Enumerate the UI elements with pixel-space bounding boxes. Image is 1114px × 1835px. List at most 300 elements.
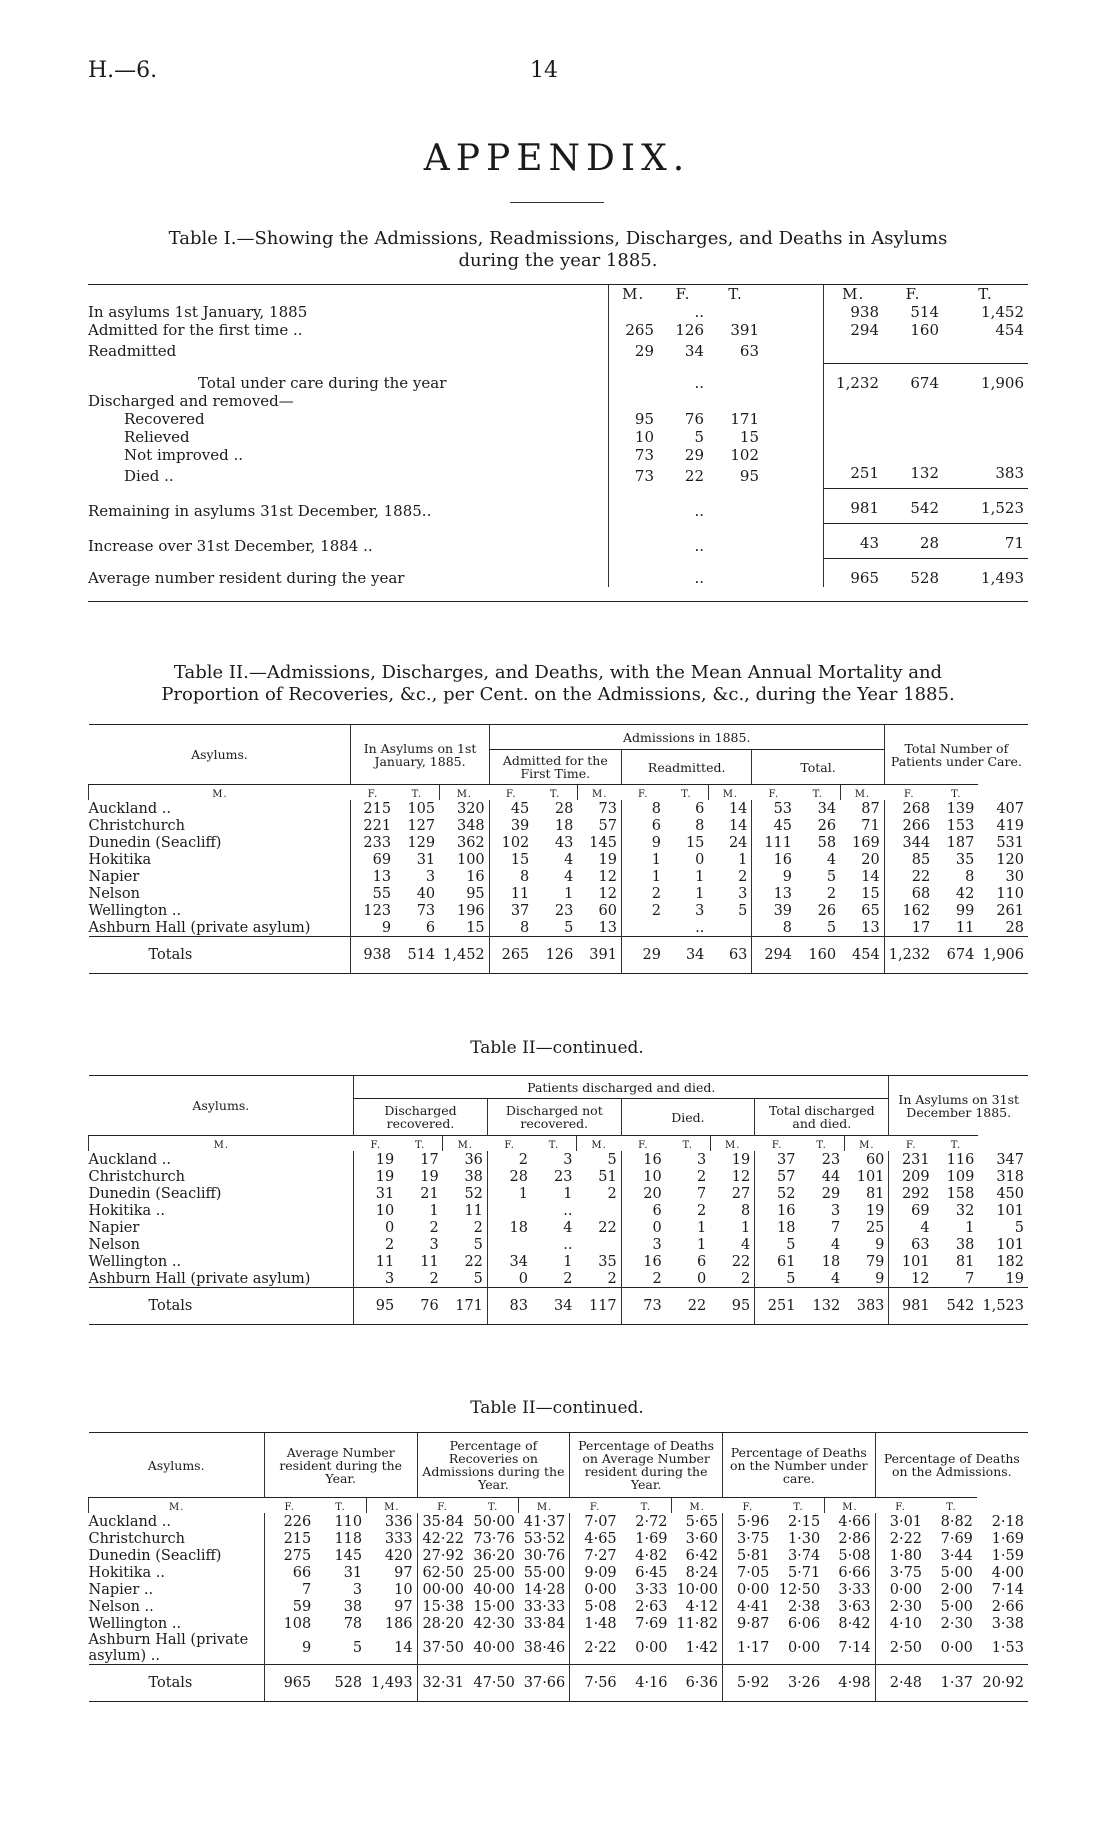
mft-label: M. [519,1498,570,1514]
t1-cell-f2: 28 [883,524,943,559]
value-cell: 10·00 [676,1581,718,1598]
value-cell: 6·06 [787,1615,821,1632]
t1-cell-t2 [943,428,1028,446]
value-cell: 14 [861,868,880,885]
value-cell: 40·00 [473,1581,515,1598]
mft-label: F. [884,785,934,801]
value-cell: 5 [352,1640,363,1656]
value-cell: 12·50 [778,1581,821,1598]
value-cell: 9 [875,1236,885,1253]
table4-header-row [89,1433,1029,1498]
t1-cell-m [608,392,658,410]
value-cell: 58 [817,834,837,851]
value-cell: 3 [696,1151,707,1168]
mft-label: T. [934,1136,979,1152]
value-cell: 450 [996,1185,1024,1202]
t1-cell-t: 15 [739,428,759,446]
totals-cell: 1,452 [439,937,489,974]
value-cell: 19 [731,1151,751,1168]
totals-cell: 4·98 [824,1665,875,1702]
value-cell: 2·86 [838,1530,871,1547]
value-cell: 38 [343,1598,363,1615]
t1-cell-t2 [943,392,1028,410]
mft-label: F. [487,1136,532,1152]
value-cell: 4·12 [685,1598,718,1615]
value-cell: 20 [621,1185,666,1202]
t1-cell-t: 102 [730,446,759,464]
value-cell: 8·82 [940,1513,973,1530]
value-cell: 19 [865,1202,885,1219]
table1-row [88,410,1028,428]
mft-label: T. [532,1136,577,1152]
mft-label: F. [621,1136,666,1152]
value-cell: 14 [394,1640,413,1656]
value-cell: 320 [456,800,485,817]
value-cell: 5 [826,919,837,936]
totals-cell: 117 [576,1288,621,1325]
mft-label: F. [354,1136,399,1152]
totals-label: Totals [89,1665,265,1702]
value-cell: 95 [466,885,485,902]
t1-cell-f: .. [694,303,704,321]
value-cell: 25 [865,1219,885,1236]
value-cell: 2·50 [875,1632,926,1665]
value-cell: 8 [695,817,705,834]
value-cell: 34 [817,800,837,817]
t1-cell-t [708,559,763,588]
value-cell: 11 [489,885,533,902]
value-cell: 13 [598,919,617,936]
t1-row-label: Discharged and removed— [88,392,294,410]
value-cell: 145 [589,834,617,851]
value-cell: 41·37 [523,1513,566,1530]
t1-cell-m2: 294 [823,321,883,339]
value-cell: 22 [884,868,934,885]
value-cell: 19 [354,1151,399,1168]
value-cell: 14·28 [523,1581,566,1598]
value-cell: 1 [621,868,664,885]
t1-cell-t2: 1,906 [981,374,1024,392]
totals-cell: 47·50 [468,1665,519,1702]
table-row [89,817,1029,834]
in-asylums-dec-header: In Asylums on 31st December 1885. [889,1076,1028,1136]
t1-cell-m2 [823,446,883,464]
value-cell: 16 [621,1253,666,1270]
value-cell: 0·00 [722,1581,773,1598]
asylum-name: Auckland .. [88,1151,171,1168]
value-cell: 3·74 [787,1547,821,1564]
t1-row-label: Total under care during the year [198,373,447,392]
totals-cell: 4·16 [621,1665,672,1702]
value-cell: 120 [996,851,1024,868]
value-cell: 15 [466,919,485,936]
value-cell: 36·20 [473,1547,515,1564]
t1-cell-f: .. [694,537,704,555]
t1-gap [763,339,823,364]
value-cell: 2 [621,885,664,902]
t1-row-label: Remaining in asylums 31st December, 1885.. [88,502,432,520]
value-cell: 21 [420,1185,439,1202]
t1-cell-f: .. [694,502,704,520]
value-cell: 19 [420,1168,439,1185]
value-cell: 7·69 [635,1615,668,1632]
table-row [89,1202,1029,1219]
value-cell: 0 [621,1219,666,1236]
value-cell [576,1202,621,1219]
value-cell: 4·41 [722,1598,773,1615]
value-cell: 79 [865,1253,885,1270]
table3-caption: Table II—continued. [470,1038,644,1058]
mft-label: F. [889,1136,934,1152]
totals-cell: 63 [708,937,751,974]
value-cell: 4 [830,1236,841,1253]
value-cell: 11 [955,919,975,936]
t1-cell-f: 29 [684,446,704,464]
totals-cell: 160 [796,937,840,974]
value-cell: 2 [607,1270,617,1287]
table1-row [88,364,1028,393]
table1-row [88,392,1028,410]
table-row [89,1581,1029,1598]
average-resident-header: Average Number resident during the Year. [264,1433,417,1498]
value-cell: 7·27 [570,1547,621,1564]
table1-row [88,303,1028,321]
value-cell: 9·09 [570,1564,621,1581]
value-cell: 1 [563,1253,573,1270]
value-cell: 162 [884,902,934,919]
value-cell: 129 [407,834,436,851]
discharged-not-recovered-header: Discharged not recovered. [487,1099,621,1136]
value-cell: 18 [755,1219,800,1236]
t1-cell-t [708,489,763,524]
totals-cell: 965 [264,1665,315,1702]
value-cell: 78 [343,1615,363,1632]
mft-label: F. [755,1136,800,1152]
t1-gap [763,321,823,339]
value-cell: 4 [564,868,574,885]
value-cell: 50·00 [473,1513,515,1530]
table1-caption-line2: during the year 1885. [458,250,658,271]
value-cell: 5·81 [722,1547,773,1564]
totals-cell: 528 [315,1665,366,1702]
totals-row [89,1288,1029,1325]
value-cell: 38 [955,1236,975,1253]
mft-label: T. [468,1498,519,1514]
value-cell: 3·75 [722,1530,773,1547]
value-cell: 3·63 [838,1598,871,1615]
t1-row-label: In asylums 1st January, 1885 [88,303,308,321]
value-cell: 1·59 [991,1547,1024,1564]
t1-cell-f: 22 [684,467,704,486]
value-cell: 101 [996,1236,1024,1253]
value-cell: 73·76 [473,1530,515,1547]
value-cell: 4·65 [570,1530,621,1547]
value-cell: 100 [456,851,485,868]
value-cell: 169 [852,834,880,851]
value-cell: 8 [741,1202,751,1219]
t1-header-blank [88,285,608,304]
t1-cell-t [708,364,763,393]
value-cell: 110 [334,1513,363,1530]
value-cell: 28 [487,1168,532,1185]
t1-cell-t2: 383 [943,464,1028,489]
table-row [89,1598,1029,1615]
value-cell: 2 [621,902,664,919]
value-cell: 37 [489,902,533,919]
value-cell: 7·69 [940,1530,973,1547]
value-cell: 0·00 [787,1640,821,1656]
value-cell: 0·00 [635,1640,668,1656]
value-cell: 2 [696,1202,707,1219]
value-cell: 531 [996,834,1024,851]
asylum-name: Christchurch [88,817,185,834]
value-cell: 38 [464,1168,483,1185]
mft-label: M. [366,1498,417,1514]
pct-deaths-admissions-header: Percentage of Deaths on the Admissions. [875,1433,1028,1498]
value-cell: 8 [965,868,975,885]
t1-cell-m: 95 [608,410,658,428]
value-cell: 5 [755,1270,800,1288]
table-row [89,851,1029,868]
value-cell: 8 [489,919,533,937]
totals-cell: 76 [398,1288,443,1325]
value-cell: 1·69 [991,1530,1024,1547]
value-cell: 13 [861,919,880,936]
totals-cell: 5·92 [722,1665,773,1702]
page-title: APPENDIX. [423,138,691,179]
value-cell: 2 [826,885,837,902]
value-cell: 28 [1005,919,1024,936]
value-cell: 3·60 [685,1530,718,1547]
table1 [88,284,1028,602]
value-cell: 336 [384,1513,413,1530]
t1-cell-m2 [823,428,883,446]
value-cell: 221 [351,817,395,834]
totals-cell: 132 [799,1288,844,1325]
mft-label: T. [666,1136,711,1152]
value-cell: 40 [416,885,436,902]
totals-cell: 171 [443,1288,488,1325]
value-cell: 33·33 [523,1598,566,1615]
value-cell: 1·53 [991,1640,1024,1656]
value-cell: 2 [429,1219,439,1236]
value-cell: 215 [351,800,395,817]
t1-cell-t2 [943,410,1028,428]
value-cell: 5·65 [685,1513,718,1530]
table2 [88,724,1028,974]
table1-row [88,446,1028,464]
value-cell: 7·14 [991,1581,1024,1598]
value-cell: 3·75 [875,1564,926,1581]
value-cell: 5 [738,902,748,919]
mft-label: F. [875,1498,926,1514]
value-cell: 0 [695,851,705,868]
value-cell: 87 [861,800,880,817]
first-time-header: Admitted for the First Time. [489,750,621,785]
value-cell: 14 [728,817,748,834]
mft-label: M. [89,785,351,801]
value-cell: 108 [264,1615,315,1632]
value-cell: 26 [817,902,837,919]
t1-cell-t2: 454 [995,321,1024,339]
value-cell: 2 [621,1270,666,1288]
t1-cell-f2: 528 [910,569,939,587]
t1-bottom-rule [88,587,1028,602]
value-cell: 1 [695,868,705,885]
value-cell [576,1236,621,1253]
value-cell: 8 [752,919,796,937]
t1-header-m: M. [608,285,658,304]
t1-cell-m2: 938 [823,303,883,321]
t1-cell-f: 5 [694,428,704,446]
value-cell: 12 [889,1270,934,1288]
t1-cell-f: 126 [675,321,704,339]
t1-cell-t: 63 [739,342,759,361]
value-cell: 35·84 [417,1513,468,1530]
value-cell: 10 [621,1168,666,1185]
value-cell: 35 [598,1253,617,1270]
mft-label: F. [264,1498,315,1514]
totals-cell: 95 [354,1288,399,1325]
t1-cell-m [608,303,658,321]
value-cell: 14 [728,800,748,817]
value-cell: 5 [564,919,574,936]
value-cell: 209 [889,1168,934,1185]
t1-cell-t: 95 [739,467,759,486]
t1-cell-t2: 1,452 [981,303,1024,321]
table-row [89,1270,1029,1288]
value-cell: 0 [487,1270,532,1288]
totals-cell: 73 [621,1288,666,1325]
t1-cell-m2 [823,392,883,410]
value-cell: 0 [354,1219,399,1236]
value-cell: 6 [695,800,705,817]
mft-label: M. [443,1136,488,1152]
t1-cell-f: 34 [684,342,704,361]
value-cell: 2 [738,868,748,885]
table-row [89,1253,1029,1270]
table2-mft-row [89,785,1029,801]
table-row [89,1632,1029,1665]
value-cell: 5·08 [570,1598,621,1615]
value-cell: 36 [464,1151,483,1168]
mft-label: T. [799,1136,844,1152]
value-cell: 13 [351,868,395,885]
value-cell: 9 [621,834,664,851]
value-cell: 11·82 [676,1615,718,1632]
totals-cell: 1·37 [926,1665,977,1702]
table-row [89,800,1029,817]
value-cell: 153 [946,817,975,834]
value-cell: 2·18 [991,1513,1024,1530]
value-cell: .. [563,1202,573,1219]
value-cell: 62·50 [417,1564,468,1581]
value-cell: 1 [487,1185,532,1202]
table1-row [88,524,1028,559]
value-cell: 52 [464,1185,483,1202]
value-cell: 5·96 [722,1513,773,1530]
asylum-name: Nelson [88,885,140,902]
value-cell: 6·66 [838,1564,871,1581]
totals-cell: 37·66 [519,1665,570,1702]
t1-cell-f2 [883,339,943,364]
table1-row [88,464,1028,489]
value-cell: 111 [752,834,796,851]
t1-header-t: T. [708,285,763,304]
value-cell: 3 [354,1270,399,1288]
value-cell: 31 [416,851,436,868]
value-cell: 1 [696,1236,707,1253]
t1-row-label: Admitted for the first time .. [88,321,303,339]
t1-cell-m [608,364,658,393]
table-row [89,1168,1029,1185]
value-cell: 266 [884,817,934,834]
asylum-name: Wellington .. [88,1253,182,1270]
value-cell: 18 [487,1219,532,1236]
value-cell: 2 [354,1236,399,1253]
t1-gap [763,428,823,446]
value-cell: 85 [884,851,934,868]
value-cell: 2 [429,1270,439,1287]
value-cell: 73 [416,902,436,919]
table1-row [88,428,1028,446]
value-cell: 26 [817,817,837,834]
value-cell: 2·22 [875,1530,926,1547]
mft-label: M. [89,1498,265,1514]
value-cell: 45 [752,817,796,834]
value-cell: 9·87 [722,1615,773,1632]
page-number: 14 [530,58,558,83]
value-cell: 1 [738,851,748,868]
totals-cell: 674 [934,937,978,974]
table-row [89,885,1029,902]
value-cell: 4·66 [838,1513,871,1530]
totals-cell: 22 [666,1288,711,1325]
value-cell: 69 [351,851,395,868]
value-cell: 25·00 [473,1564,515,1581]
value-cell: 292 [889,1185,934,1202]
totals-cell: 7·56 [570,1665,621,1702]
totals-row [89,1665,1029,1702]
t1-row-label: Readmitted [88,342,177,361]
value-cell: 1 [621,851,664,868]
table-row [89,1513,1029,1530]
value-cell: 1·69 [635,1530,668,1547]
value-cell: 24 [728,834,748,851]
value-cell: 16 [621,1151,666,1168]
value-cell: 2·15 [787,1513,821,1530]
t1-cell-f2: 514 [910,303,939,321]
totals-cell: 2·48 [875,1665,926,1702]
value-cell: 2 [607,1185,617,1202]
value-cell: .. [563,1236,573,1253]
value-cell: 44 [821,1168,841,1185]
value-cell: 19 [1005,1270,1024,1287]
table1-row [88,559,1028,588]
t1-header2-m: M. [823,285,883,304]
asylum-name: Hokitika .. [88,1202,166,1219]
totals-row [89,937,1029,974]
table2-header-row [89,725,1029,750]
pct-deaths-care-header: Percentage of Deaths on the Number under care. [722,1433,875,1498]
value-cell: 16 [466,868,485,885]
value-cell: 4 [830,1270,841,1287]
value-cell: 15 [685,834,705,851]
value-cell: 105 [407,800,436,817]
asylum-name: Napier [88,1219,140,1236]
value-cell: 45 [489,800,533,817]
mft-label: F. [351,785,395,801]
